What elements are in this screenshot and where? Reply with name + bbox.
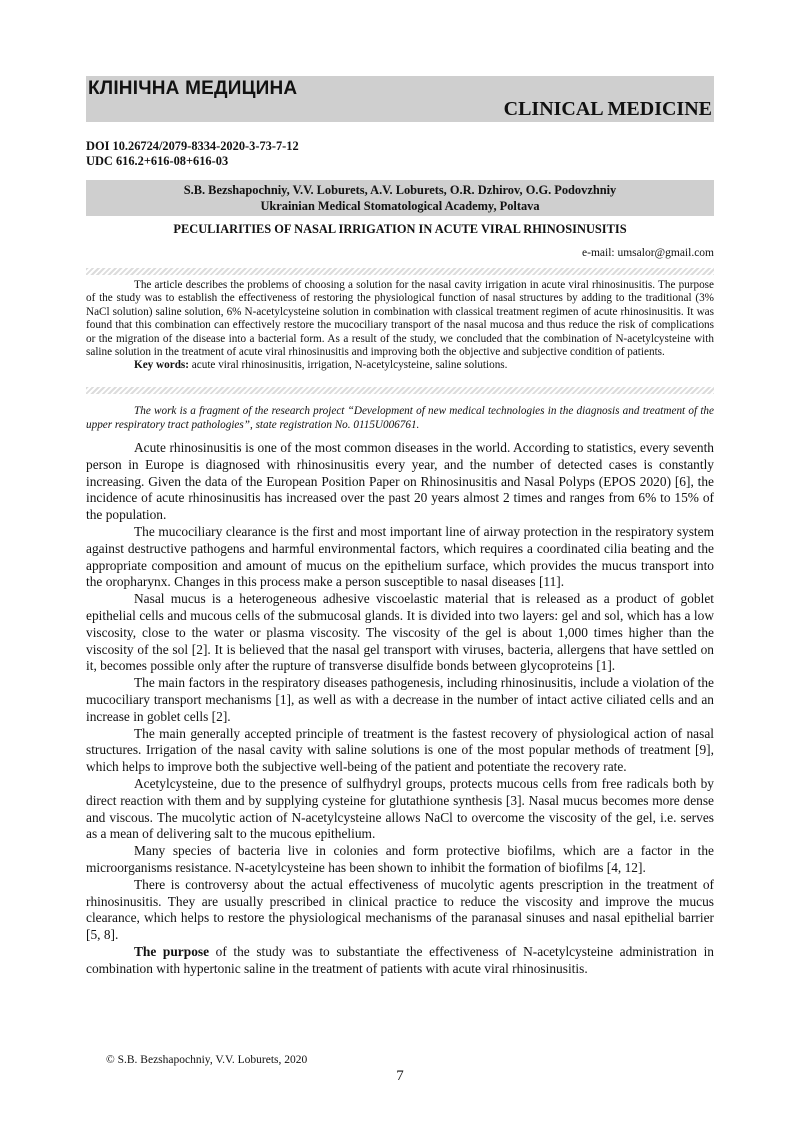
authors-block xyxy=(86,180,714,216)
paragraph-7: Many species of bacteria live in colonies and form protective biofilms, which are a factor in the microorganisms resistance. N-acetylcysteine has been shown to inhibit the formation of biofilms [4, 12]. xyxy=(86,843,714,875)
affiliation: Ukrainian Medical Stomatological Academy, Poltava xyxy=(260,199,540,213)
paragraph-4: The main factors in the respiratory diseases pathogenesis, including rhinosinusitis, include a violation of the mucociliary transport mechanisms [1], as well as with a decrease in the number of intact active ciliated cells and an increase in goblet cells [2]. xyxy=(86,675,714,724)
abstract-text: The article describes the problems of choosing a solution for the nasal cavity irrigation in acute viral rhinosinusitis. The purpose of the study was to establish the effectiveness of restoring the physiological function of nasal structures by adding to the traditional (3% NaCl solution) saline solution, 6% N-acetylcysteine solution in combination with classical treatment regimen of acute rhinosinusitis. It was found that this combination can effectively restore the mucociliary transport of the nasal mucosa and thus reduce the risk of complications or the migration of the disease into a bacterial form. As a result of the study, we concluded that the combination of N-acetylcysteine with saline solution in the treatment of acute viral rhinosinusitis and improving both the objective and subjective condition of patients. xyxy=(86,279,714,359)
article-body xyxy=(86,440,714,978)
section-title-english: CLINICAL MEDICINE xyxy=(503,98,712,120)
paragraph-1: Acute rhinosinusitis is one of the most common diseases in the world. According to statistics, every seventh person in Europe is diagnosed with rhinosinusitis every year, and the number of detected cases is constantly increasing. Given the data of the European Position Paper on Rhinosinusitis and Nasal Polyps (EPOS 2020) [6], the incidence of acute rhinosinusitis has increased over the past 20 years almost 2 times and ranges from 6% to 15% of the population. xyxy=(86,440,714,523)
research-project-note: The work is a fragment of the research project “Development of new medical technologies in the diagnosis and treatment of the upper respiratory tract pathologies”, state registration No. 0115U006761. xyxy=(86,405,714,431)
paragraph-8: There is controversy about the actual effectiveness of mucolytic agents prescription in the treatment of rhinosinusitis. They are usually prescribed in clinical practice to reduce the viscosity and improve the mucus clearance, which helps to restore the physiological mechanisms of the paranasal sinuses and nasal epithelial barrier [5, 8]. xyxy=(86,876,714,943)
divider-top xyxy=(86,268,714,275)
abstract xyxy=(86,279,714,373)
paragraph-9 xyxy=(86,944,714,978)
paragraph-2: The mucociliary clearance is the first and most important line of airway protection in the respiratory system against destructive pathogens and harmful environmental factors, which requires a coordinated cilia beating and the appropriate composition and amount of mucus on the epithelium surface, which provides the mucus transport into the oropharynx. Changes in this process make a person susceptible to nasal diseases [11]. xyxy=(86,523,714,590)
paragraph-6: Acetylcysteine, due to the presence of sulfhydryl groups, protects mucous cells from free radicals both by direct reaction with them and by supplying cysteine for glutathione synthesis [3]. Nasal mucus becomes more dense and viscous. The mucolytic action of N-acetylcysteine allows NaCl to overcome the viscosity of the gel, i.e. serves as a mean of delivering salt to the mucous epithelium. xyxy=(86,775,714,842)
purpose-text: of the study was to substantiate the effectiveness of N-acetylcysteine administration in combination with hypertonic saline in the treatment of patients with acute viral rhinosinusitis. xyxy=(86,943,714,976)
doi: DOI 10.26724/2079-8334-2020-3-73-7-12 xyxy=(86,139,299,153)
article-title: PECULIARITIES OF NASAL IRRIGATION IN ACUTE VIRAL RHINOSINUSITIS xyxy=(173,222,627,236)
author-names: S.B. Bezshapochniy, V.V. Loburets, A.V. Loburets, O.R. Dzhirov, O.G. Podovzhniy xyxy=(183,183,617,197)
article-identifiers xyxy=(86,139,299,169)
keywords: acute viral rhinosinusitis, irrigation, N-acetylcysteine, saline solutions. xyxy=(189,359,508,372)
contact-email: e-mail: umsalor@gmail.com xyxy=(582,247,714,259)
page-number: 7 xyxy=(396,1068,404,1084)
copyright-notice: © S.B. Bezshapochniy, V.V. Loburets, 2020 xyxy=(106,1054,308,1066)
paragraph-5: The main generally accepted principle of treatment is the fastest recovery of physiological action of nasal structures. Irrigation of the nasal cavity with saline solutions is one of the most popular methods of treatment [9], which helps to improve both the subjective well-being of the patient and potentiate the recovery rate. xyxy=(86,725,714,775)
keywords-label: Key words: xyxy=(134,359,189,372)
section-title-ukrainian: КЛІНІЧНА МЕДИЦИНА xyxy=(88,78,298,99)
paragraph-3: Nasal mucus is a heterogeneous adhesive viscoelastic material that is released as a product of goblet epithelial cells and mucous cells of the submucosal glands. It is divided into two layers: gel and sol, which has a low viscosity, close to the water or plasma viscosity. The viscosity of the gel is about 1,000 times higher than the viscosity of the sol [2]. It is believed that the nasal gel transport with viruses, bacteria, allergens that have settled on it, becomes possible only after the rupture of transverse disulfide bonds between glycoproteins [1]. xyxy=(86,591,714,674)
udc: UDC 616.2+616-08+616-03 xyxy=(86,154,229,168)
purpose-label: The purpose xyxy=(134,943,210,959)
divider-bottom xyxy=(86,387,714,394)
keywords-line xyxy=(86,359,714,372)
